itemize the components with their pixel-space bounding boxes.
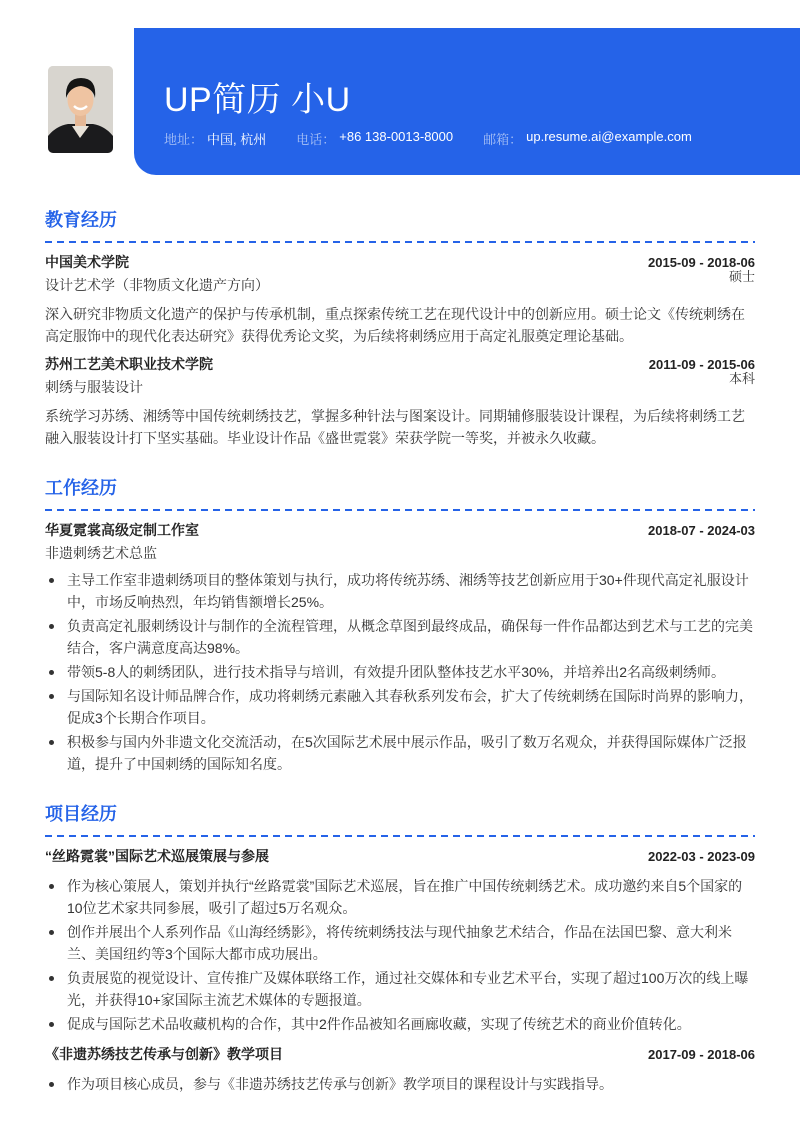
date-range: 2017-09 - 2018-06	[648, 1047, 755, 1062]
bullet-item: 积极参与国内外非遗文化交流活动，在5次国际艺术展中展示作品，吸引了数万名观众，并获得国际媒体广泛报道，提升了中国刺绣的国际知名度。	[45, 731, 755, 775]
bullet-item: 作为项目核心成员，参与《非遗苏绣技艺传承与创新》教学项目的课程设计与实践指导。	[45, 1073, 755, 1095]
bullet-list	[45, 569, 755, 775]
work-section	[45, 473, 755, 775]
section-divider	[45, 835, 755, 837]
bullet-item: 负责高定礼服刺绣设计与制作的全流程管理，从概念草图到最终成品，确保每一件作品都达到艺术与工艺的完美结合，客户满意度高达98%。	[45, 615, 755, 659]
section-divider	[45, 241, 755, 243]
education-section	[45, 205, 755, 449]
section-title: 工作经历	[45, 478, 117, 498]
degree: 本科	[728, 371, 755, 386]
bullet-item: 与国际知名设计师品牌合作，成功将刺绣元素融入其春秋系列发布会，扩大了传统刺绣在国际时尚界的影响力，促成3个长期合作项目。	[45, 685, 755, 729]
phone-label: 电话：	[296, 132, 336, 147]
avatar-photo	[48, 66, 113, 153]
bullet-item: 作为核心策展人，策划并执行“丝路霓裳”国际艺术巡展，旨在推广中国传统刺绣艺术。成功邀约来自5个国家的10位艺术家共同参展，吸引了超过5万名观众。	[45, 875, 755, 919]
section-divider	[45, 509, 755, 511]
candidate-name: UP简历 小U	[164, 81, 351, 119]
bullet-item: 创作并展出个人系列作品《山海经绣影》，将传统刺绣技法与现代抽象艺术结合，作品在法国巴黎、意大利米兰、美国纽约等3个国际大都市成功展出。	[45, 921, 755, 965]
company-name: 华夏霓裳高级定制工作室	[45, 522, 199, 538]
education-entry	[45, 251, 755, 347]
projects-section	[45, 799, 755, 1095]
bullet-item: 带领5-8人的刺绣团队，进行技术指导与培训，有效提升团队整体技艺水平30%，并培养出2名高级刺绣师。	[45, 661, 755, 683]
address-value: 中国, 杭州	[207, 132, 267, 147]
resume-body	[45, 205, 755, 1119]
contact-email	[483, 129, 692, 148]
school-name: 中国美术学院	[45, 254, 129, 270]
major: 设计艺术学（非物质文化遗产方向）	[45, 277, 269, 293]
project-entry	[45, 845, 755, 1035]
contact-phone	[296, 129, 453, 148]
bullet-item: 促成与国际艺术品收藏机构的合作，其中2件作品被知名画廊收藏，实现了传统艺术的商业价值转化。	[45, 1013, 755, 1035]
job-role: 非遗刺绣艺术总监	[45, 545, 157, 561]
section-title: 项目经历	[45, 804, 117, 824]
address-label: 地址：	[164, 132, 204, 147]
project-name: 《非遗苏绣技艺传承与创新》教学项目	[45, 1046, 283, 1062]
bullet-list	[45, 1073, 755, 1095]
phone-value: +86 138-0013-8000	[339, 129, 454, 144]
bullet-list	[45, 875, 755, 1035]
major: 刺绣与服装设计	[45, 379, 143, 395]
work-entry	[45, 519, 755, 775]
project-entry	[45, 1043, 755, 1095]
date-range: 2022-03 - 2023-09	[648, 849, 755, 864]
education-entry	[45, 353, 755, 449]
email-label: 邮箱：	[483, 132, 523, 147]
portrait-icon	[48, 66, 113, 153]
description: 系统学习苏绣、湘绣等中国传统刺绣技艺，掌握多种针法与图案设计。同期辅修服装设计课程，为后续将刺绣工艺融入服装设计打下坚实基础。毕业设计作品《盛世霓裳》荣获学院一等奖，并被永久收藏。	[45, 408, 745, 446]
date-range: 2018-07 - 2024-03	[648, 523, 755, 538]
date-range: 2015-09 - 2018-06	[648, 255, 755, 270]
bullet-item: 负责展览的视觉设计、宣传推广及媒体联络工作，通过社交媒体和专业艺术平台，实现了超过100万次的线上曝光，并获得10+家国际主流艺术媒体的专题报道。	[45, 967, 755, 1011]
bullet-item: 主导工作室非遗刺绣项目的整体策划与执行，成功将传统苏绣、湘绣等技艺创新应用于30+件现代高定礼服设计中，市场反响热烈，年均销售额增长25%。	[45, 569, 755, 613]
date-range: 2011-09 - 2015-06	[648, 357, 755, 372]
header-banner	[134, 28, 800, 175]
degree: 硕士	[728, 269, 755, 284]
description: 深入研究非物质文化遗产的保护与传承机制，重点探索传统工艺在现代设计中的创新应用。硕士论文《传统刺绣在高定服饰中的现代化表达研究》获得优秀论文奖，为后续将刺绣应用于高定礼服奠定理论基础。	[45, 306, 745, 344]
resume-header	[0, 0, 800, 190]
project-name: “丝路霓裳”国际艺术巡展策展与参展	[45, 848, 269, 864]
email-value[interactable]: up.resume.ai@example.com	[526, 129, 692, 144]
school-name: 苏州工艺美术职业技术学院	[45, 356, 213, 372]
contact-info	[164, 129, 722, 148]
contact-address	[164, 129, 266, 148]
section-title: 教育经历	[45, 210, 117, 230]
